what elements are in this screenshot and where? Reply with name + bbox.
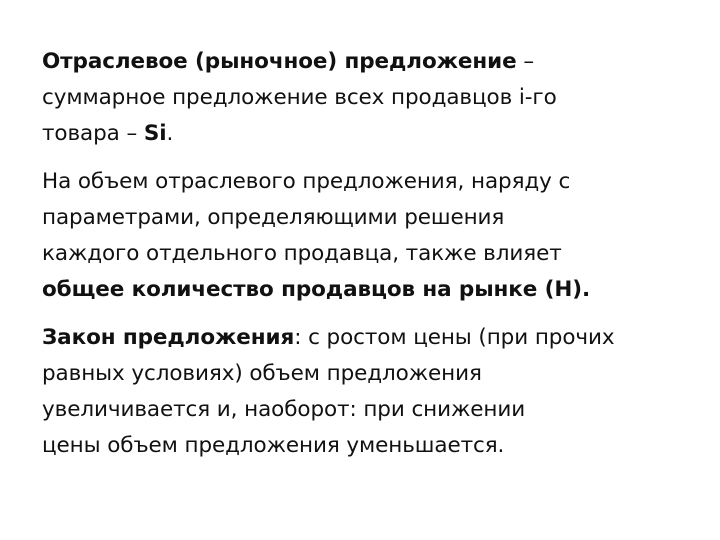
term-law-of-supply: Закон предложения xyxy=(42,325,295,350)
text-run: – xyxy=(516,49,534,74)
term-si: Si xyxy=(143,121,167,146)
text-line xyxy=(42,272,702,308)
paragraph-industry-supply xyxy=(42,44,702,152)
text-line xyxy=(42,44,702,80)
text-run: увеличивается и, наоборот: при снижении xyxy=(42,397,526,422)
paragraph-number-of-sellers xyxy=(42,164,702,308)
text-run: товара – xyxy=(42,121,144,146)
text-line xyxy=(42,320,702,356)
text-line xyxy=(42,200,702,236)
text-line xyxy=(42,356,702,392)
text-run: каждого отдельного продавца, также влияет xyxy=(42,241,562,266)
text-run: суммарное предложение всех продавцов i-го xyxy=(42,85,557,110)
text-run: параметрами, определяющими решения xyxy=(42,205,505,230)
term-industry-supply: Отраслевое (рыночное) предложение xyxy=(42,49,517,74)
text-run: . xyxy=(166,121,174,146)
slide-content xyxy=(42,44,702,476)
text-line xyxy=(42,236,702,272)
text-line xyxy=(42,392,702,428)
text-line xyxy=(42,428,702,464)
text-run: цены объем предложения уменьшается. xyxy=(42,433,505,458)
text-run: На объем отраслевого предложения, наряду с xyxy=(42,169,571,194)
text-line xyxy=(42,80,702,116)
text-run: равных условиях) объем предложения xyxy=(42,361,482,386)
paragraph-law-of-supply xyxy=(42,320,702,464)
text-line xyxy=(42,164,702,200)
text-run: : с ростом цены (при прочих xyxy=(294,325,615,350)
text-line xyxy=(42,116,702,152)
term-total-sellers: общее количество продавцов на рынке (Н). xyxy=(42,277,591,302)
